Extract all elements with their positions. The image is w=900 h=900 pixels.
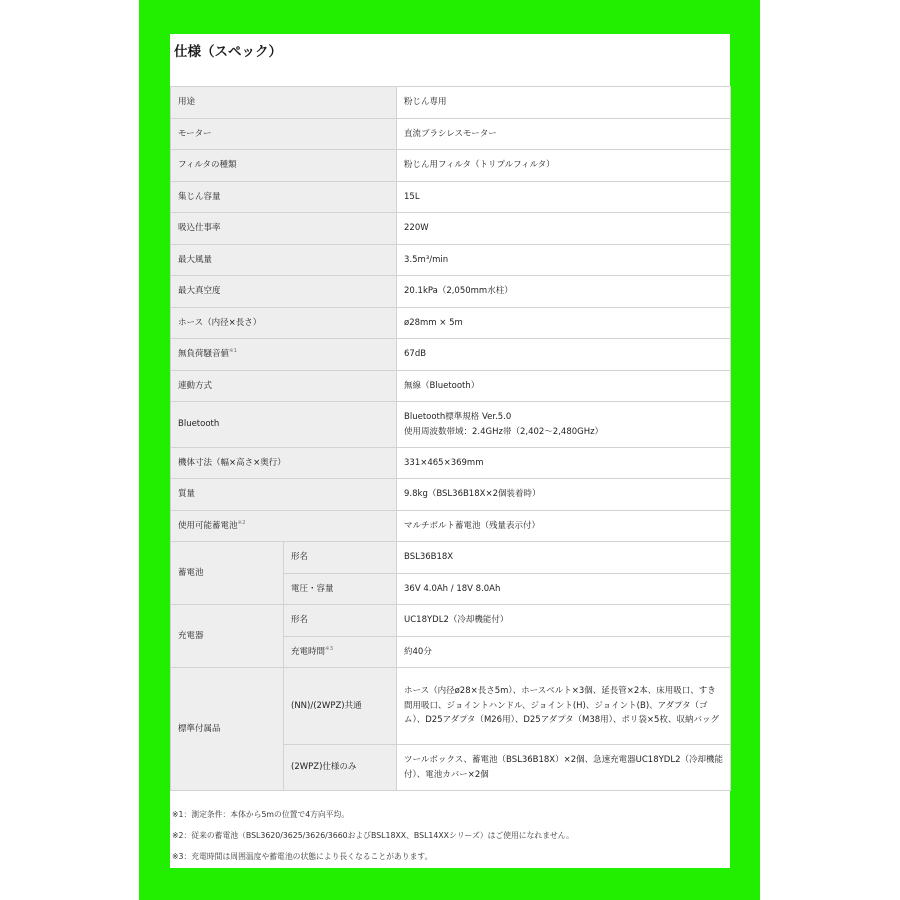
spec-row-weight — [171, 479, 731, 511]
spec-row-link-method — [171, 371, 731, 402]
spec-panel — [170, 34, 730, 868]
page-title: 仕様（スペック） — [174, 44, 282, 60]
battery-label: 蓄電池 — [171, 542, 284, 605]
spec-row-accessories-common — [171, 668, 731, 745]
charger-time-label: 充電時間 — [291, 646, 326, 657]
spec-value: 無線（Bluetooth） — [397, 371, 731, 402]
spec-table — [170, 86, 731, 791]
footnote-ref: ※3 — [325, 645, 334, 652]
accessories-common-label: (NN)/(2WPZ)共通 — [284, 668, 397, 745]
spec-row-bluetooth — [171, 402, 731, 448]
charger-time-label-cell — [284, 637, 397, 668]
spec-label: 最大真空度 — [171, 276, 397, 308]
spec-value: 67dB — [397, 339, 731, 371]
footnote-2: ※2：従来の蓄電池（BSL3620/3625/3626/3660およびBSL18XX、BSL14XXシリーズ）はご使用になれません。 — [172, 831, 574, 840]
battery-voltage-value: 36V 4.0Ah / 18V 8.0Ah — [397, 574, 731, 605]
spec-label: ホース（内径×長さ） — [171, 308, 397, 339]
spec-row-battery-model — [171, 542, 731, 574]
spec-row-noise — [171, 339, 731, 371]
spec-row-vacuum — [171, 276, 731, 308]
spec-value-line: Bluetooth標準規格 Ver.5.0 — [404, 412, 512, 423]
spec-label-cell — [171, 339, 397, 371]
spec-label: 機体寸法（幅×高さ×奥行） — [171, 448, 397, 479]
spec-row-filter — [171, 150, 731, 182]
spec-label-cell — [171, 511, 397, 542]
spec-value: 粉じん用フィルタ（トリプルフィルタ） — [397, 150, 731, 182]
spec-row-hose — [171, 308, 731, 339]
accessories-only-label: (2WPZ)仕様のみ — [284, 745, 397, 791]
spec-label: モーター — [171, 119, 397, 150]
footnote-1: ※1：測定条件：本体から5mの位置で4方向平均。 — [172, 810, 350, 819]
spec-row-airflow — [171, 245, 731, 276]
spec-value: マルチボルト蓄電池（残量表示付） — [397, 511, 731, 542]
battery-voltage-label: 電圧・容量 — [284, 574, 397, 605]
battery-model-label: 形名 — [284, 542, 397, 574]
battery-model-value: BSL36B18X — [397, 542, 731, 574]
spec-row-capacity — [171, 182, 731, 213]
spec-row-battery-compat — [171, 511, 731, 542]
spec-label: 無負荷騒音値 — [178, 349, 230, 360]
spec-value: 直流ブラシレスモーター — [397, 119, 731, 150]
spec-value: 9.8kg（BSL36B18X×2個装着時） — [397, 479, 731, 511]
footnotes — [172, 804, 728, 867]
spec-label: 最大風量 — [171, 245, 397, 276]
spec-label: 連動方式 — [171, 371, 397, 402]
spec-label: 集じん容量 — [171, 182, 397, 213]
spec-label: 吸込仕事率 — [171, 213, 397, 245]
spec-label: Bluetooth — [171, 402, 397, 448]
spec-value: 粉じん専用 — [397, 87, 731, 119]
spec-value-line: 使用周波数帯域：2.4GHz帯（2,402～2,480GHz） — [404, 426, 604, 437]
spec-label: 用途 — [171, 87, 397, 119]
spec-row-motor — [171, 119, 731, 150]
spec-label: 質量 — [171, 479, 397, 511]
spec-value: 15L — [397, 182, 731, 213]
footnote-ref: ※2 — [237, 519, 246, 526]
footnote-3: ※3：充電時間は周囲温度や蓄電池の状態により長くなることがあります。 — [172, 852, 433, 861]
spec-value — [397, 402, 731, 448]
spec-row-usage — [171, 87, 731, 119]
spec-value: 3.5m³/min — [397, 245, 731, 276]
spec-value: ø28mm × 5m — [397, 308, 731, 339]
footnote-ref: ※1 — [229, 348, 238, 355]
charger-model-label: 形名 — [284, 605, 397, 637]
accessories-common-value: ホース（内径ø28×長さ5m）、ホースベルト×3個、延長管×2本、床用吸口、すき間用吸口、ジョイントハンドル、ジョイント(H)、ジョイント(B)、アダプタ（ゴム）、D25アダプタ（M26用）、D25アダプタ（M38用）、ポリ袋×5枚、収納バッグ — [397, 668, 731, 745]
spec-value: 20.1kPa（2,050mm水柱） — [397, 276, 731, 308]
spec-row-suction-power — [171, 213, 731, 245]
charger-model-value: UC18YDL2（冷却機能付） — [397, 605, 731, 637]
spec-row-charger-model — [171, 605, 731, 637]
spec-label: 使用可能蓄電池 — [178, 520, 238, 531]
spec-value: 220W — [397, 213, 731, 245]
spec-value: 331×465×369mm — [397, 448, 731, 479]
charger-time-value: 約40分 — [397, 637, 731, 668]
spec-label: フィルタの種類 — [171, 150, 397, 182]
accessories-label: 標準付属品 — [171, 668, 284, 791]
charger-label: 充電器 — [171, 605, 284, 668]
spec-row-dimensions — [171, 448, 731, 479]
accessories-only-value: ツールボックス、蓄電池（BSL36B18X）×2個、急速充電器UC18YDL2（冷却機能付）、電池カバー×2個 — [397, 745, 731, 791]
